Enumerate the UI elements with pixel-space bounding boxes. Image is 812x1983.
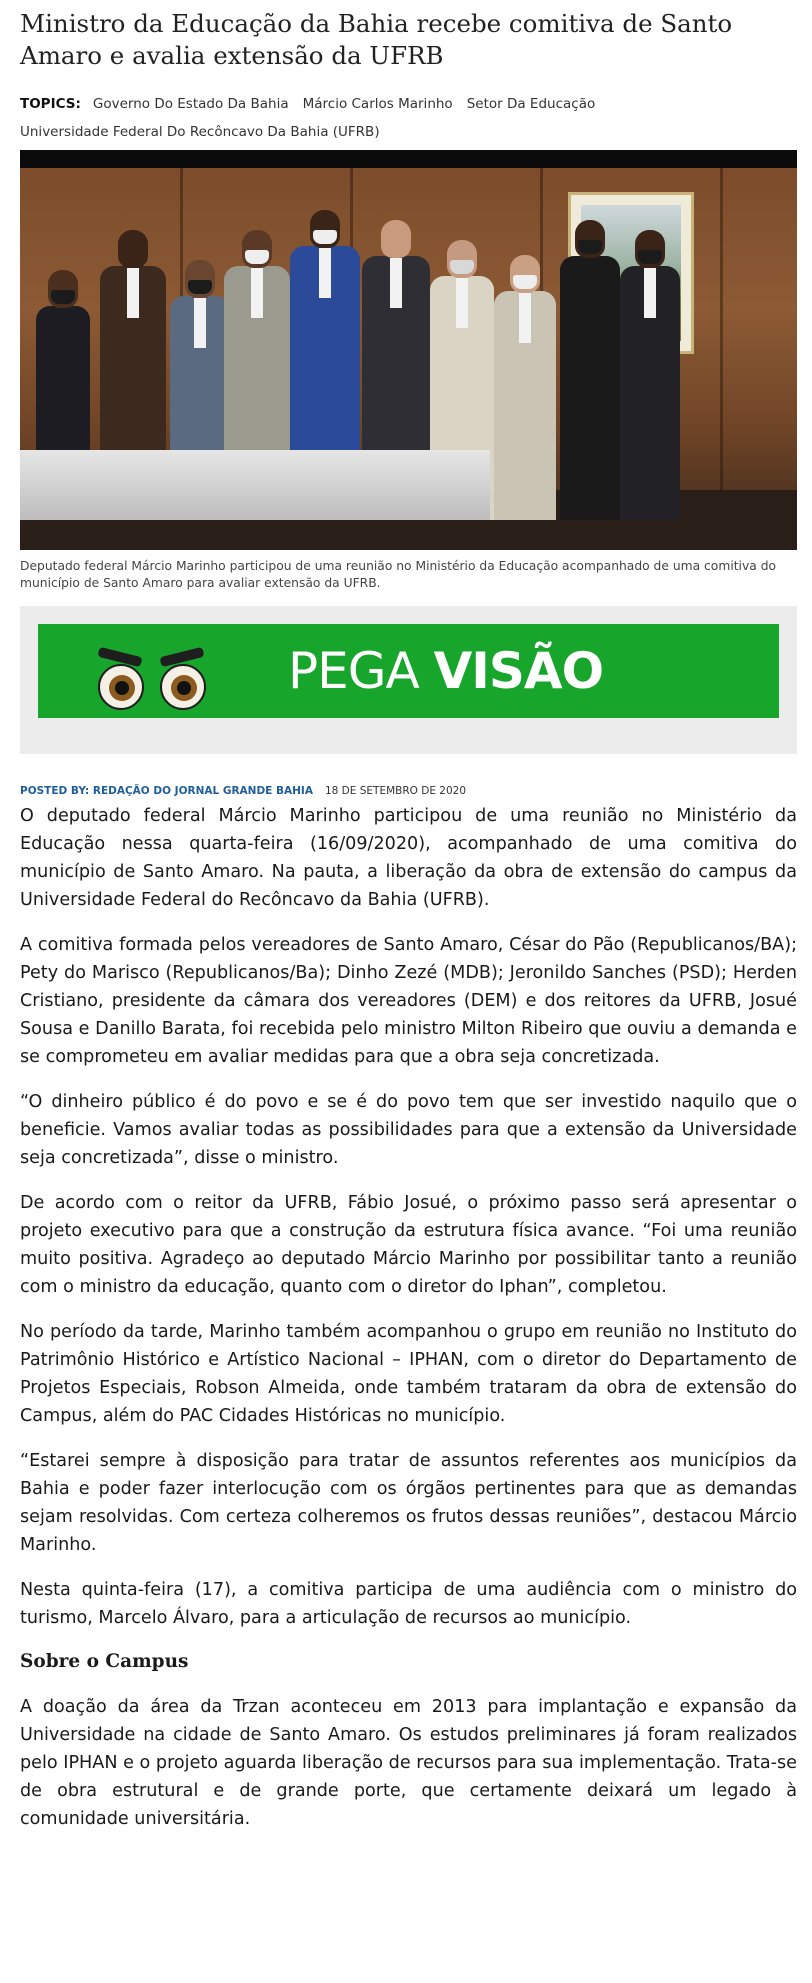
ad-word-light: PEGA: [288, 642, 434, 700]
paragraph: Nesta quinta-feira (17), a comitiva participa de uma audiência com o ministro do turismo, Marcelo Álvaro, para a articulação de recursos ao município.: [20, 1580, 797, 1628]
author-link[interactable]: POSTED BY: REDAÇÃO DO JORNAL GRANDE BAHIA: [20, 785, 313, 797]
byline: [20, 784, 797, 798]
ad-word-bold: VISÃO: [433, 642, 604, 700]
topic-link[interactable]: Setor Da Educação: [466, 96, 596, 112]
article-body: [20, 802, 797, 1833]
ad-container: [20, 606, 797, 754]
topics-label: TOPICS:: [20, 96, 81, 112]
topic-link[interactable]: Governo Do Estado Da Bahia: [92, 96, 289, 112]
paragraph: “Estarei sempre à disposição para tratar de assuntos referentes aos municípios da Bahia e poder fazer interlocução com os órgãos pertinentes para que as demandas sejam resolvidas. Com certeza colheremos os frutos dessas reuniões”, destacou Márcio Marinho.: [20, 1451, 797, 1555]
paragraph: No período da tarde, Marinho também acompanhou o grupo em reunião no Instituto do Patrimônio Histórico e Artístico Nacional – IPHAN, com o diretor do Departamento de Projetos Especiais, Robson Almeida, onde também trataram da obra de extensão do Campus, além do PAC Cidades Históricas no município.: [20, 1322, 797, 1426]
section-heading: Sobre o Campus: [20, 1651, 189, 1672]
ad-banner[interactable]: [38, 624, 779, 718]
paragraph: A doação da área da Trzan aconteceu em 2013 para implantação e expansão da Universidade na cidade de Santo Amaro. Os estudos preliminares já foram realizados pelo IPHAN e o projeto aguarda liberação de recursos para sua implementação. Trata-se de obra estrutural e de grande porte, que certamente deixará um legado à comunidade universitária.: [20, 1697, 797, 1829]
article-title: Ministro da Educação da Bahia recebe comitiva de Santo Amaro e avalia extensão da UFRB: [20, 9, 733, 70]
photo-caption: Deputado federal Márcio Marinho participou de uma reunião no Ministério da Educação acompanhado de uma comitiva do município de Santo Amaro para avaliar extensão da UFRB.: [20, 559, 777, 590]
eyes-icon: [98, 646, 218, 716]
topic-link[interactable]: Universidade Federal Do Recôncavo Da Bahia (UFRB): [20, 124, 380, 140]
paragraph: A comitiva formada pelos vereadores de Santo Amaro, César do Pão (Republicanos/BA); Pety do Marisco (Republicanos/Ba); Dinho Zezé (MDB); Jeronildo Sanches (PSD); Herden Cristiano, presidente da câmara dos vereadores (DEM) e dos reitores da UFRB, Josué Sousa e Danillo Barata, foi recebida pelo ministro Milton Ribeiro que ouviu a demanda e se comprometeu em avaliar medidas para que a obra seja concretizada.: [20, 935, 797, 1067]
paragraph: O deputado federal Márcio Marinho participou de uma reunião no Ministério da Educação nessa quarta-feira (16/09/2020), acompanhado de uma comitiva do município de Santo Amaro. Na pauta, a liberação da obra de extensão do campus da Universidade Federal do Recôncavo da Bahia (UFRB).: [20, 806, 797, 910]
paragraph: “O dinheiro público é do povo e se é do povo tem que ser investido naquilo que o beneficie. Vamos avaliar todas as possibilidades para que a extensão da Universidade seja concretizada”, disse o ministro.: [20, 1092, 797, 1168]
article-photo: [20, 150, 797, 550]
topic-link[interactable]: Márcio Carlos Marinho: [302, 96, 453, 112]
topics-bar: [20, 90, 797, 146]
publish-date: 18 DE SETEMBRO DE 2020: [324, 785, 467, 797]
ad-headline: [288, 638, 603, 704]
paragraph: De acordo com o reitor da UFRB, Fábio Josué, o próximo passo será apresentar o projeto executivo para que a construção da estrutura física avance. “Foi uma reunião muito positiva. Agradeço ao deputado Márcio Marinho por possibilitar tanto a reunião com o ministro da educação, quanto com o diretor do Iphan”, completou.: [20, 1193, 797, 1297]
